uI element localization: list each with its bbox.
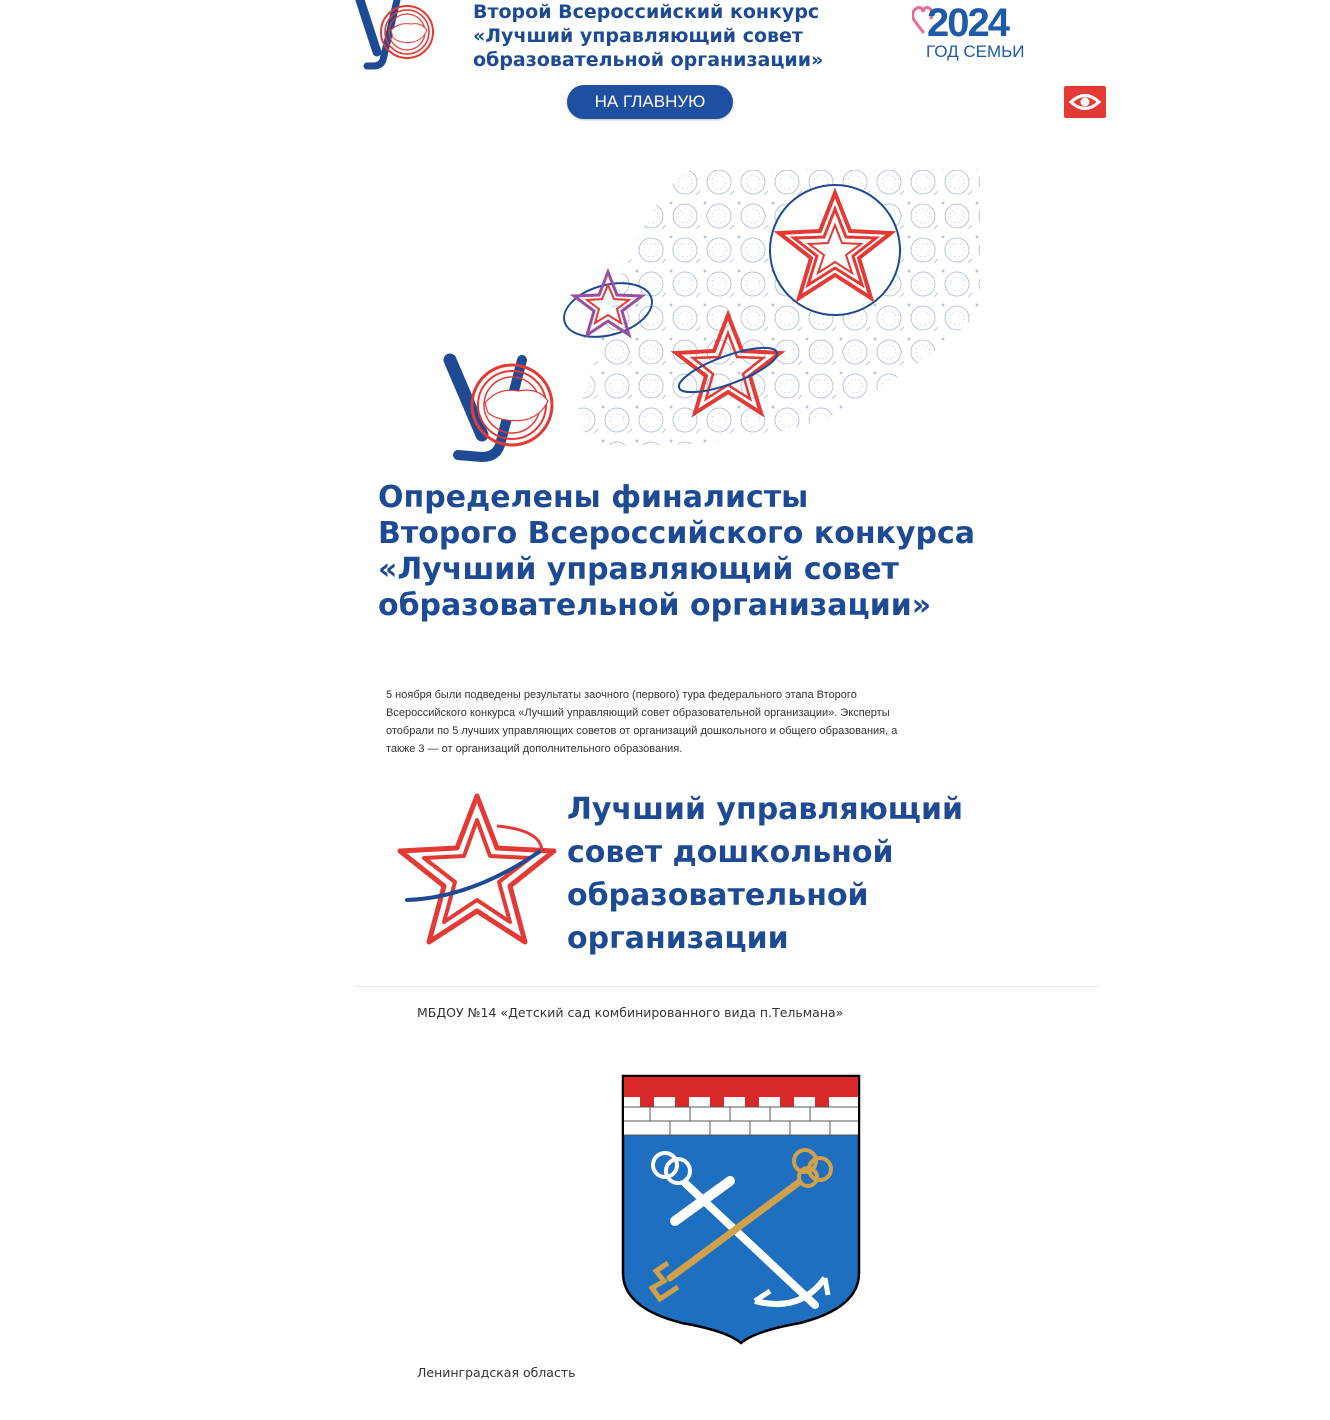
- page-title-line: «Лучший управляющий совет: [378, 552, 899, 587]
- organization-name: МБДОУ №14 «Детский сад комбинированного вида п.Тельмана»: [417, 1005, 844, 1020]
- region-name: Ленинградская область: [417, 1365, 576, 1380]
- section-title-line: организации: [567, 921, 789, 956]
- star-icon: [392, 790, 562, 965]
- contest-title: [473, 0, 853, 72]
- contest-title-line: «Лучший управляющий совет: [473, 25, 803, 47]
- year-of-family-logo: [912, 0, 1025, 68]
- year-subtitle: ГОД СЕМЬИ: [926, 42, 1025, 61]
- hero-illustration: [430, 165, 985, 465]
- home-button[interactable]: НА ГЛАВНУЮ: [567, 85, 733, 119]
- page-title-line: образовательной организации»: [378, 588, 932, 623]
- page-title-line: Второго Всероссийского конкурса: [378, 516, 975, 551]
- intro-line: Всероссийского конкурса «Лучший управляющий совет образовательной организации». Эксперты: [386, 707, 890, 719]
- section-title-line: Лучший управляющий: [567, 792, 964, 827]
- intro-line: отобрали по 5 лучших управляющих советов от организаций дошкольного и общего образования, а: [386, 725, 898, 737]
- page-title-line: Определены финалисты: [378, 480, 809, 515]
- intro-line: 5 ноября были подведены результаты заочного (первого) тура федерального этапа Второго: [386, 689, 857, 701]
- contest-logo: [355, 0, 445, 70]
- contest-title-line: Второй Всероссийский конкурс: [473, 1, 820, 23]
- leningrad-oblast-coat-of-arms-icon: [620, 1073, 862, 1345]
- section-title: [567, 788, 987, 960]
- eye-icon: [1064, 86, 1106, 118]
- page-title: [378, 480, 998, 624]
- divider: [355, 986, 1100, 987]
- accessibility-button[interactable]: [1064, 86, 1106, 118]
- intro-paragraph: [386, 686, 966, 758]
- section-title-line: образовательной: [567, 878, 869, 913]
- contest-title-line: образовательной организации»: [473, 49, 824, 71]
- section-title-line: совет дошкольной: [567, 835, 894, 870]
- year-number: 2024: [927, 1, 1008, 45]
- intro-line: также 3 — от организаций дополнительного образования.: [386, 743, 683, 755]
